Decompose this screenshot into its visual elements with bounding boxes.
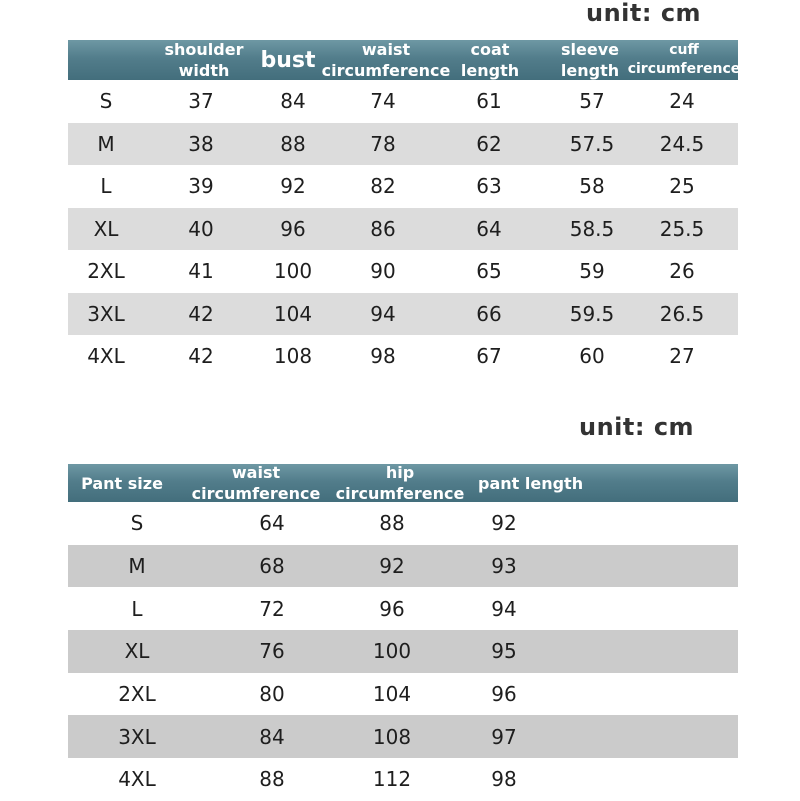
value-cell: 24 [669,89,695,114]
value-cell: 72 [259,596,285,621]
value-cell: 27 [669,344,695,369]
value-cell: 104 [273,301,313,326]
value-cell: 92 [491,511,517,536]
value-cell: 80 [259,682,285,707]
value-cell: 104 [372,682,412,707]
size-cell: XL [124,639,150,664]
value-cell: 97 [491,724,517,749]
value-cell: 40 [188,216,214,241]
table-row [68,335,738,378]
value-cell: 66 [476,301,502,326]
size-cell: S [99,89,113,114]
header-hip-circumference: hip circumference [335,463,465,503]
header-shoulder-width: shoulder width [164,40,244,80]
size-cell: 4XL [118,767,156,792]
pant-table-row [68,673,738,716]
value-cell: 42 [188,344,214,369]
value-cell: 76 [259,639,285,664]
value-cell: 39 [188,174,214,199]
size-cell: L [131,596,143,621]
value-cell: 24.5 [659,131,705,156]
value-cell: 26 [669,259,695,284]
value-cell: 108 [273,344,313,369]
header-size [68,40,158,80]
value-cell: 82 [370,174,396,199]
value-cell: 98 [491,767,517,792]
size-cell: 2XL [87,259,125,284]
value-cell: 65 [476,259,502,284]
value-cell: 57 [579,89,605,114]
value-cell: 84 [259,724,285,749]
size-cell: 3XL [118,724,156,749]
header-pant-waist-circumference: waist circumference [191,463,321,503]
unit-label-top: unit: cm [586,0,702,27]
table-row [68,293,738,336]
pant-table-header [68,464,738,502]
value-cell: 41 [188,259,214,284]
value-cell: 67 [476,344,502,369]
header-cuff-circumference: cuff circumference [627,42,741,77]
value-cell: 42 [188,301,214,326]
value-cell: 96 [280,216,306,241]
value-cell: 94 [491,596,517,621]
size-cell: M [128,554,146,579]
top-size-table [68,40,741,378]
value-cell: 58.5 [569,216,615,241]
pant-table-row [68,715,738,758]
value-cell: 61 [476,89,502,114]
unit-label-bottom: unit: cm [579,413,695,441]
value-cell: 86 [370,216,396,241]
table-row [68,123,738,166]
header-waist-circumference: waist circumference [321,40,451,80]
pant-table-row [68,502,738,545]
size-cell: XL [93,216,119,241]
size-cell: 4XL [87,344,125,369]
value-cell: 100 [273,259,313,284]
table-row [68,250,738,293]
table-row [68,80,738,123]
value-cell: 84 [280,89,306,114]
value-cell: 74 [370,89,396,114]
value-cell: 78 [370,131,396,156]
value-cell: 90 [370,259,396,284]
value-cell: 93 [491,554,517,579]
pant-size-table [68,464,738,801]
header-coat-length: coat length [460,40,520,80]
value-cell: 98 [370,344,396,369]
value-cell: 88 [280,131,306,156]
value-cell: 62 [476,131,502,156]
table-row [68,208,738,251]
value-cell: 25 [669,174,695,199]
top-table-body [68,80,738,378]
value-cell: 26.5 [659,301,705,326]
value-cell: 92 [379,554,405,579]
value-cell: 58 [579,174,605,199]
value-cell: 63 [476,174,502,199]
header-sleeve-length: sleeve length [560,40,620,80]
value-cell: 57.5 [569,131,615,156]
value-cell: 64 [476,216,502,241]
value-cell: 92 [280,174,306,199]
value-cell: 94 [370,301,396,326]
top-table-header [68,40,741,80]
value-cell: 88 [259,767,285,792]
size-cell: S [130,511,144,536]
header-bust: bust [260,47,316,73]
value-cell: 95 [491,639,517,664]
pant-table-row [68,630,738,673]
pant-table-row [68,587,738,630]
pant-table-row [68,758,738,801]
size-cell: 3XL [87,301,125,326]
size-cell: L [100,174,112,199]
table-row [68,165,738,208]
value-cell: 108 [372,724,412,749]
header-pant-length: pant length [478,473,584,493]
value-cell: 88 [379,511,405,536]
value-cell: 96 [491,682,517,707]
value-cell: 112 [372,767,412,792]
value-cell: 100 [372,639,412,664]
value-cell: 59 [579,259,605,284]
value-cell: 37 [188,89,214,114]
value-cell: 68 [259,554,285,579]
size-cell: 2XL [118,682,156,707]
header-pant-size: Pant size [81,473,163,493]
value-cell: 38 [188,131,214,156]
size-cell: M [97,131,115,156]
value-cell: 60 [579,344,605,369]
value-cell: 25.5 [659,216,705,241]
value-cell: 64 [259,511,285,536]
pant-table-body [68,502,738,801]
pant-table-row [68,545,738,588]
value-cell: 96 [379,596,405,621]
value-cell: 59.5 [569,301,615,326]
